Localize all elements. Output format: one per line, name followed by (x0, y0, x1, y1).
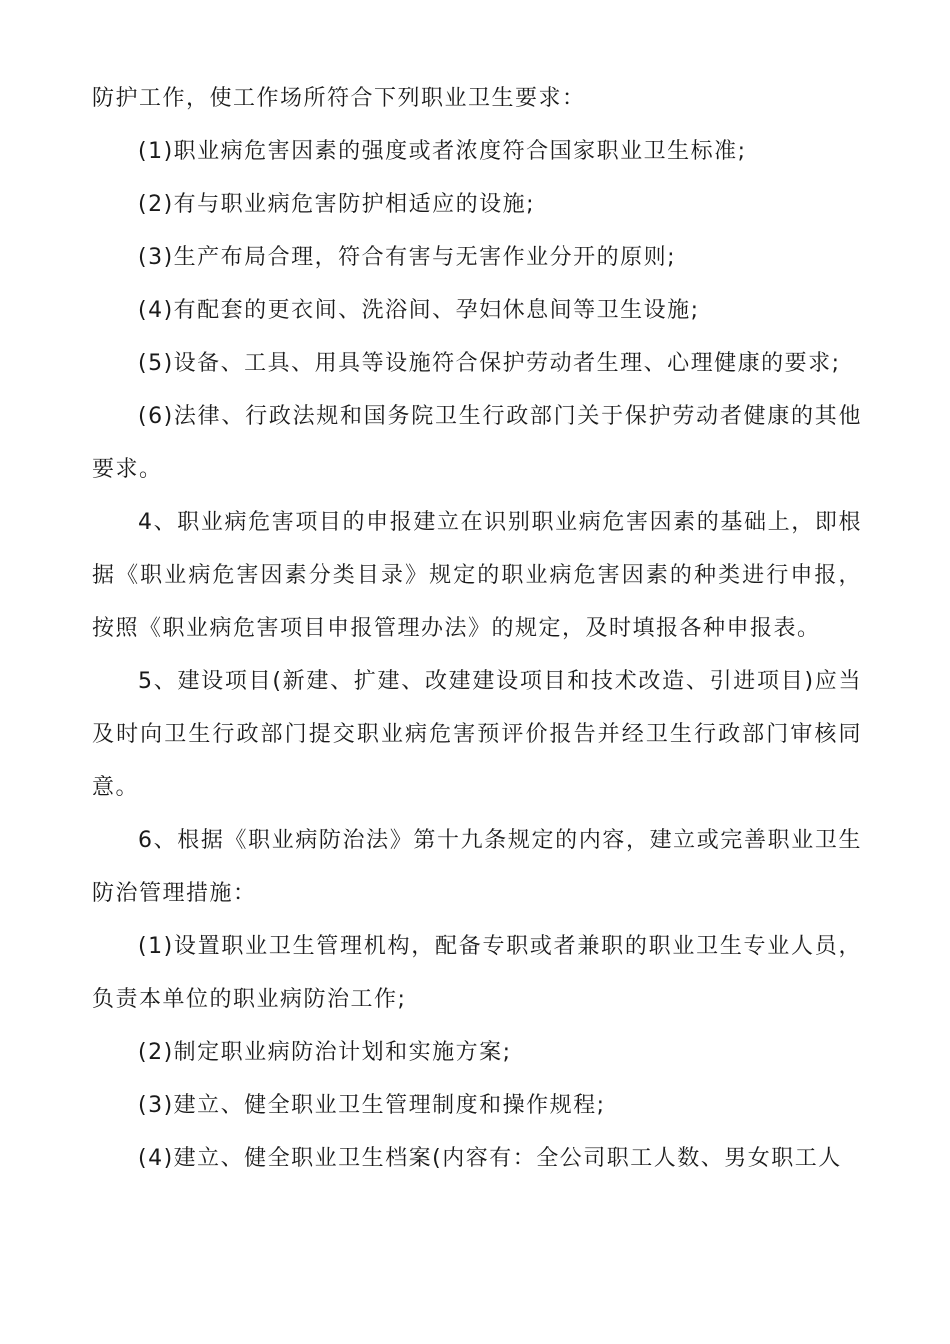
paragraph: (3)建立、健全职业卫生管理制度和操作规程; (138, 1093, 606, 1118)
paragraph: 6、根据《职业病防治法》第十九条规定的内容，建立或完善职业卫生防治管理措施： (92, 828, 862, 906)
paragraph: (3)生产布局合理，符合有害与无害作业分开的原则; (138, 245, 677, 270)
paragraph: (2)有与职业病危害防护相适应的设施; (138, 192, 536, 217)
paragraph: 5、建设项目(新建、扩建、改建建设项目和技术改造、引进项目)应当及时向卫生行政部门提交职业病危害预评价报告并经卫生行政部门审核同意。 (92, 669, 862, 800)
paragraph: (1)职业病危害因素的强度或者浓度符合国家职业卫生标准; (138, 139, 747, 164)
paragraph: 4、职业病危害项目的申报建立在识别职业病危害因素的基础上，即根据《职业病危害因素分类目录》规定的职业病危害因素的种类进行申报，按照《职业病危害项目申报管理办法》的规定，及时填报各种申报表。 (92, 510, 862, 641)
paragraph: (5)设备、工具、用具等设施符合保护劳动者生理、心理健康的要求; (138, 351, 841, 376)
paragraph: (6)法律、行政法规和国务院卫生行政部门关于保护劳动者健康的其他要求。 (92, 404, 862, 482)
paragraph: 防护工作，使工作场所符合下列职业卫生要求： (92, 86, 586, 111)
paragraph: (4)有配套的更衣间、洗浴间、孕妇休息间等卫生设施; (138, 298, 700, 323)
paragraph: (1)设置职业卫生管理机构，配备专职或者兼职的职业卫生专业人员，负责本单位的职业病防治工作; (92, 934, 862, 1012)
paragraph: (4)建立、健全职业卫生档案(内容有：全公司职工人数、男女职工人 (138, 1146, 842, 1171)
paragraph: (2)制定职业病防治计划和实施方案; (138, 1040, 512, 1065)
document-body (92, 72, 862, 1185)
